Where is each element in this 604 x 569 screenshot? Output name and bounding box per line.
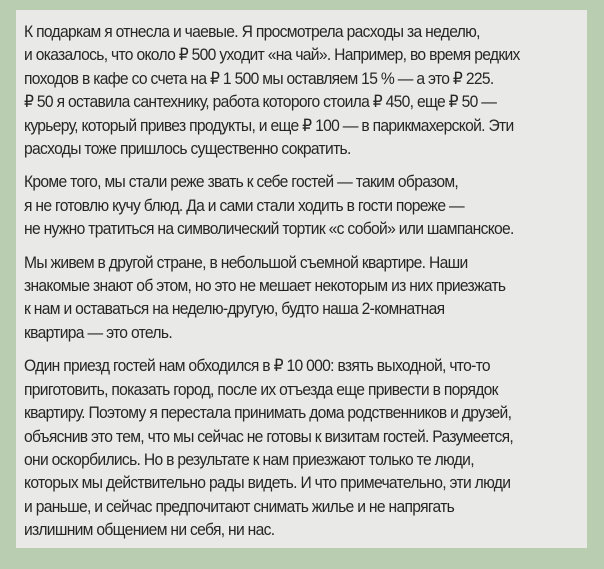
- text-line: и раньше, и сейчас предпочитают снимать жилье и не напрягать: [24, 496, 455, 516]
- text-line: Один приезд гостей нам обходился в ₽ 10 000: взять выходной, что-то: [24, 356, 490, 376]
- text-line: они оскорбились. Но в результате к нам приезжают только те люди,: [24, 449, 474, 469]
- text-line: курьеру, который привез продукты, и еще ₽ 100 — в парикмахерской. Эти: [24, 115, 514, 135]
- paragraph-apartment: [24, 251, 576, 345]
- text-line: квартира — это отель.: [24, 322, 172, 342]
- paragraph-tips: [24, 20, 576, 160]
- text-line: ₽ 50 я оставила сантехнику, работа которого стоила ₽ 450, еще ₽ 50 —: [24, 92, 497, 112]
- text-line: знакомые знают об этом, но это не мешает некоторым из них приезжать: [24, 276, 506, 296]
- text-line: Кроме того, мы стали реже звать к себе гостей — таким образом,: [24, 172, 459, 192]
- text-line: я не готовлю кучу блюд. Да и сами стали ходить в гости пореже —: [24, 195, 464, 215]
- text-line: походов в кафе со счета на ₽ 1 500 мы оставляем 15 % — а это ₽ 225.: [24, 68, 494, 88]
- text-line: квартиру. Поэтому я перестала принимать дома родственников и друзей,: [24, 403, 512, 423]
- text-line: к нам и оставаться на неделю-другую, будто наша 2-комнатная: [24, 299, 445, 319]
- text-line: излишним общением ни себя, ни нас.: [24, 520, 275, 540]
- text-line: К подаркам я отнесла и чаевые. Я просмотрела расходы за неделю,: [24, 22, 480, 41]
- paragraph-visit-cost: [24, 354, 576, 541]
- text-line: которых мы действительно рады видеть. И что примечательно, эти люди: [24, 473, 511, 493]
- text-line: объяснив это тем, что мы сейчас не готовы к визитам гостей. Разумеется,: [24, 426, 514, 446]
- text-line: и оказалось, что около ₽ 500 уходит «на чай». Например, во время редких: [24, 45, 520, 65]
- text-card: [16, 10, 587, 548]
- text-line: Мы живем в другой стране, в небольшой съемной квартире. Наши: [24, 252, 468, 272]
- text-line: не нужно тратиться на символический тортик «с собой» или шампанское.: [24, 219, 514, 239]
- text-line: расходы тоже пришлось существенно сократить.: [24, 139, 351, 159]
- paragraph-guests: [24, 170, 576, 240]
- text-line: приготовить, показать город, после их отъезда еще привести в порядок: [24, 379, 498, 399]
